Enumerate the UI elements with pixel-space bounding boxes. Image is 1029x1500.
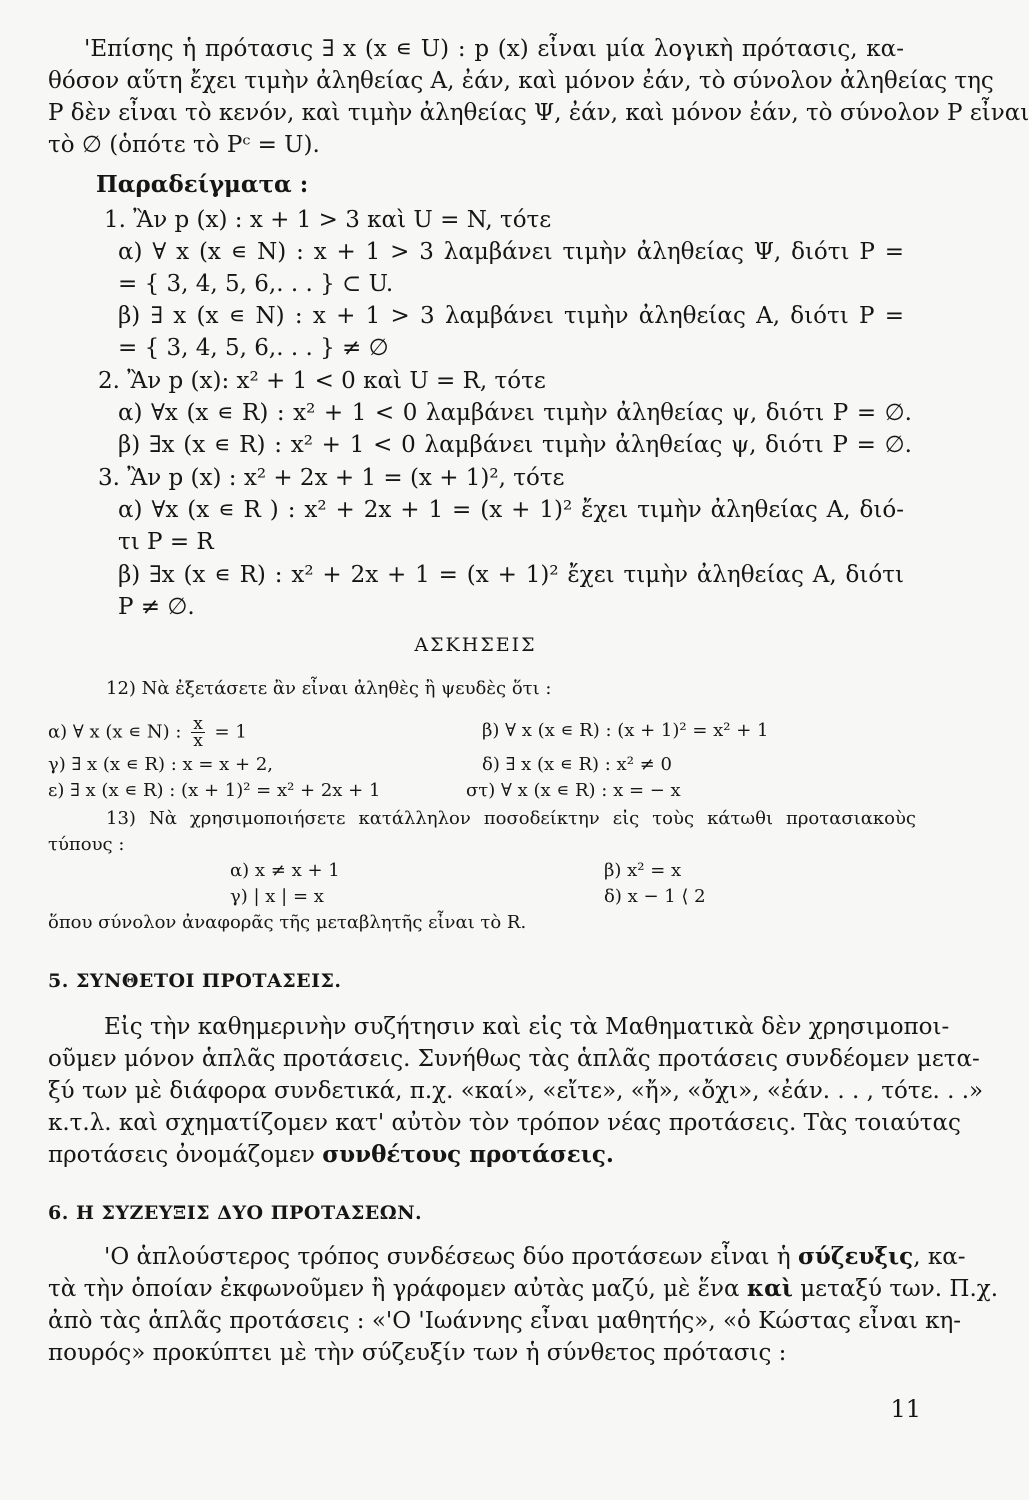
fraction-denominator: x [193,731,203,751]
section-5-line-4: κ.τ.λ. καὶ σχηματίζομεν κατ' αὐτὸν τὸν τρόπον νέας προτάσεις. Τὰς τοιαύτας [48,1110,961,1136]
exercise-12-f: στ) ∀ x (x ∊ R) : x = − x [466,780,681,801]
exercise-12-d: δ) ∃ x (x ∊ R) : x² ≠ 0 [482,754,672,775]
section-6-line-2 [48,1274,999,1304]
section-6-line-2-text: τὰ τὴν ὁποίαν ἐκφωνοῦμεν ἢ γράφομεν αὐτὰς μαζύ, μὲ ἕνα [48,1276,747,1302]
example-2-b: β) ∃x (x ∊ R) : x² + 1 < 0 λαμβάνει τιμὴν ἀληθείας ψ, διότι P = ∅. [118,432,912,458]
exercises-heading: ΑΣΚΗΣΕΙΣ [414,634,537,656]
section-5-line-1: Εἰς τὴν καθημερινὴν συζήτησιν καὶ εἰς τὰ Μαθηματικὰ δὲν χρησιμοποι- [104,1014,950,1040]
and-term: καὶ [746,1275,793,1302]
exercise-12-c: γ) ∃ x (x ∊ R) : x = x + 2, [48,754,274,775]
exercise-13-a: α) x ≠ x + 1 [230,860,340,881]
section-6-line-1-text: 'Ο ἁπλούστερος τρόπος συνδέσεως δύο προτάσεων εἶναι ἡ [104,1244,798,1270]
exercise-12-a-lhs: α) ∀ x (x ∊ N) : [48,721,182,743]
exercise-13-d: δ) x − 1 ⟨ 2 [604,886,706,907]
section-5-line-5 [48,1140,614,1170]
intro-line-2: θόσον αὕτη ἔχει τιμὴν ἀληθείας Α, ἐάν, καὶ μόνον ἐάν, τὸ σύνολον ἀληθείας της [48,68,994,94]
intro-line-3: P δὲν εἶναι τὸ κενόν, καὶ τιμὴν ἀληθείας Ψ, ἐάν, καὶ μόνον ἐάν, τὸ σύνολον P εἶναι [48,100,1029,126]
exercise-12-b: β) ∀ x (x ∊ R) : (x + 1)² = x² + 1 [482,720,769,741]
example-3-b-line-2: P ≠ ∅. [118,594,195,620]
section-5-line-5-text: προτάσεις ὀνομάζομεν [48,1142,323,1168]
section-6-line-3: ἀπὸ τὰς ἁπλᾶς προτάσεις : «'Ο 'Ιωάννης εἶναι μαθητής», «ὁ Κώστας εἶναι κη- [48,1308,962,1334]
page-number: 11 [890,1395,921,1423]
examples-heading: Παραδείγματα : [96,171,309,198]
exercise-13-prompt-line-1: 13) Νὰ χρησιμοποιήσετε κατάλληλον ποσοδείκτην εἰς τοὺς κάτωθι προτασιακοὺς [106,808,916,829]
exercise-12-e: ε) ∃ x (x ∊ R) : (x + 1)² = x² + 2x + 1 [48,780,381,801]
section-6-line-2-end: μεταξύ των. Π.χ. [792,1276,999,1302]
example-3-a-line-1: α) ∀x (x ∊ R ) : x² + 2x + 1 = (x + 1)² ἔχει τιμὴν ἀληθείας Α, διό- [118,497,904,523]
example-2-line: 2. Ἂν p (x): x² + 1 < 0 καὶ U = R, τότε [98,368,546,394]
example-3-line: 3. Ἂν p (x) : x² + 2x + 1 = (x + 1)², τότε [98,465,565,491]
exercise-12-a [48,716,247,749]
example-2-a: α) ∀x (x ∊ R) : x² + 1 < 0 λαμβάνει τιμὴν ἀληθείας ψ, διότι P = ∅. [118,400,912,426]
exercise-13-c: γ) | x | = x [230,886,324,907]
fraction-x-over-x [191,716,205,749]
example-1-a-line-1: α) ∀ x (x ∊ N) : x + 1 > 3 λαμβάνει τιμὴν ἀληθείας Ψ, διότι P = [118,239,904,265]
exercise-12-prompt: 12) Νὰ ἐξετάσετε ἂν εἶναι ἀληθὲς ἢ ψευδὲς ὅτι : [106,678,552,699]
conjunction-term: σύζευξις [797,1243,914,1270]
example-3-b-line-1: β) ∃x (x ∊ R) : x² + 2x + 1 = (x + 1)² ἔχει τιμὴν ἀληθείας Α, διότι [118,562,904,588]
section-6-line-4: πουρός» προκύπτει μὲ τὴν σύζευξίν των ἡ σύνθετος πρότασις : [48,1340,787,1366]
example-1-b-line-2: = { 3, 4, 5, 6,. . . } ≠ ∅ [118,335,389,361]
example-1-line: 1. Ἂν p (x) : x + 1 > 3 καὶ U = N, τότε [104,207,552,233]
exercise-13-note: ὅπου σύνολον ἀναφορᾶς τῆς μεταβλητῆς εἶναι τὸ R. [48,912,527,933]
section-5-line-2: οῦμεν μόνον ἁπλᾶς προτάσεις. Συνήθως τὰς ἁπλᾶς προτάσεις συνδέομεν μετα- [48,1046,980,1072]
example-1-a-line-2: = { 3, 4, 5, 6,. . . } ⊂ U. [118,271,394,297]
exercise-13-prompt-line-2: τύπους : [48,834,125,855]
section-5-heading: 5. ΣΥΝΘΕΤΟΙ ΠΡΟΤΑΣΕΙΣ. [48,970,342,992]
section-6-line-1 [104,1242,966,1272]
exercise-12-a-rhs: = 1 [214,721,247,743]
exercise-13-b: β) x² = x [604,860,682,881]
intro-line-4: τὸ ∅ (ὁπότε τὸ Pᶜ = U). [48,132,320,158]
compound-propositions-term: συνθέτους προτάσεις. [322,1141,614,1168]
example-1-b-line-1: β) ∃ x (x ∊ N) : x + 1 > 3 λαμβάνει τιμὴν ἀληθείας Α, διότι P = [118,303,904,329]
fraction-numerator: x [193,714,203,734]
section-6-heading: 6. Η ΣΥΖΕΥΞΙΣ ΔΥΟ ΠΡΟΤΑΣΕΩΝ. [48,1202,423,1224]
section-5-line-3: ξύ των μὲ διάφορα συνδετικά, π.χ. «καί», «εἴτε», «ἤ», «ὄχι», «ἐάν. . . , τότε. . .» [48,1078,984,1104]
example-3-a-line-2: τι P = R [118,529,214,555]
section-6-line-1-end: , κα- [913,1244,966,1270]
intro-line-1: 'Επίσης ἡ πρότασις ∃ x (x ∊ U) : p (x) εἶναι μία λογικὴ πρότασις, κα- [84,36,904,62]
